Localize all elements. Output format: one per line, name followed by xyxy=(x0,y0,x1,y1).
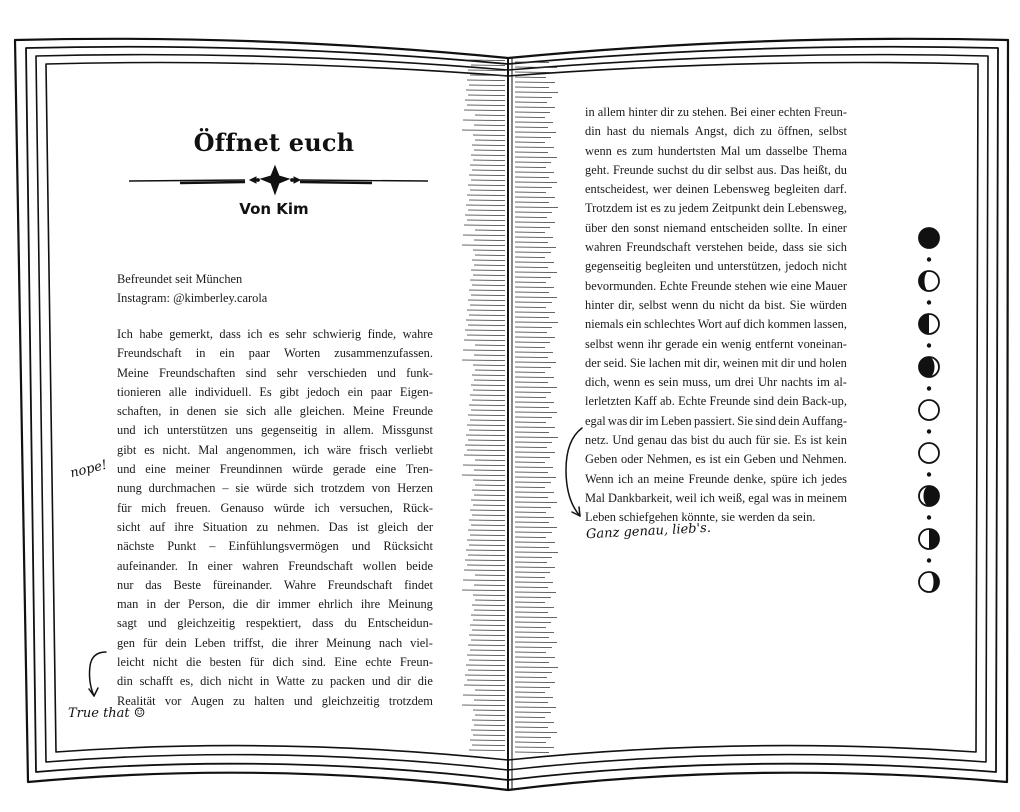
ganz-genau-arrow xyxy=(566,428,582,516)
instagram-handle: Instagram: @kimberley.carola xyxy=(117,291,268,305)
text-line: man in der Person, die dir immer ehrlich ihre Meinung xyxy=(117,597,433,612)
text-line: niemals ein schlechtes Wort auf dich kommen lassen, xyxy=(585,317,847,332)
text-line: tionieren alle individuell. Es gibt jedoch ein paar Eigen- xyxy=(117,384,433,399)
text-line: sicht auf ihre Situation zu nehmen. Das ist gleich der xyxy=(117,519,433,534)
text-line: nur das Beste füreinander. Wahre Freundschaft findet xyxy=(117,577,433,592)
author-line: Von Kim xyxy=(239,200,309,218)
text-line: gegenseitig begleiten und unterstützen, jedoch nicht xyxy=(585,259,847,274)
text-line: aufeinander. In einer wahren Freundschaft wollen beide xyxy=(117,558,433,573)
text-line: entscheidest, wer deinen Lebensweg begleiten darf. xyxy=(585,182,847,197)
moon-separator-dot xyxy=(927,429,931,433)
moon-waxing-crescent-icon xyxy=(919,271,939,291)
moon-separator-dot xyxy=(927,300,931,304)
text-line: din schafft es, dich nicht in Watte zu packen und dir die xyxy=(117,674,433,689)
moon-waning-crescent-icon xyxy=(919,572,939,592)
text-line: gibt es nicht. Mal angenommen, ich wäre frisch verliebt xyxy=(117,442,433,457)
moon-last-quarter-icon xyxy=(919,529,939,549)
moon-separator-dot xyxy=(927,515,931,519)
text-line: gen für dein Leben triffst, die ihrer Meinung nach viel- xyxy=(117,635,433,650)
text-line: egal was dir im Leben passiert. Sie sind dein Auffang- xyxy=(585,413,847,428)
text-line: hinter dir, selbst wenn du nicht da bist. Sie würden xyxy=(585,297,847,312)
text-line: Meine Freundschaften sind sehr verschieden und funk- xyxy=(117,365,433,380)
moon-first-quarter-icon xyxy=(919,314,939,334)
text-line: nächste Punkt – Einfühlungsvermögen und Rücksicht xyxy=(117,539,433,554)
text-line: in allem hinter dir zu stehen. Bei einer echten Freun- xyxy=(585,105,847,119)
text-line: und ich unterstützen uns gegenseitig in allem. Missgunst xyxy=(117,423,433,438)
text-line: nung durchmachen – sie würde sich trotzdem von Herzen xyxy=(117,481,433,496)
text-line: und eine meiner Freundinnen würde gerade eine Tren- xyxy=(117,462,433,477)
moon-waning-gibbous-icon xyxy=(919,486,939,506)
moon-full-icon xyxy=(919,443,939,463)
text-line: über den sonst niemand entscheiden sollte. In einer xyxy=(585,220,847,235)
moon-separator-dot xyxy=(927,257,931,261)
text-line: din hast du niemals Angst, dich zu öffnen, selbst xyxy=(585,124,847,139)
title-ornament xyxy=(129,166,428,194)
text-line: netz. Und genau das bist du auch für sie. Es ist kein xyxy=(585,433,847,448)
moon-separator-dot xyxy=(927,343,931,347)
text-line: Wenn ich an meine Freunde denke, spüre ich jedes xyxy=(585,471,847,486)
moon-full-icon xyxy=(919,400,939,420)
annotation-nope: nope! xyxy=(68,457,109,482)
author-meta xyxy=(117,270,267,308)
text-line: Mal Dankbarkeit, weil ich weiß, egal was in meinem xyxy=(585,490,847,505)
moon-separator-dot xyxy=(927,558,931,562)
text-line: dich, wenn es sein muss, um drei Uhr nachts im al- xyxy=(585,375,847,390)
text-line: Geben oder Nehmen, es ist ein Geben und Nehmen. xyxy=(585,452,847,467)
moon-waxing-gibbous-icon xyxy=(919,357,939,377)
text-line: lerletzten Kaff ab. Echte Freunde sind dein Back-up, xyxy=(585,394,847,409)
page-title: Öffnet euch xyxy=(193,128,355,157)
moon-separator-dot xyxy=(927,472,931,476)
friends-since: Befreundet seit München xyxy=(117,272,243,286)
text-line: der seid. Sie lachen mit dir, weinen mit dir und holen xyxy=(585,355,847,370)
text-line: Leben schiefgehen könnte, sie werden da sein. xyxy=(585,510,816,525)
annotation-ganz-genau: Ganz genau, lieb's. xyxy=(585,520,712,543)
annotation-true-that: True that ☺ xyxy=(68,706,146,721)
text-line: geht. Freunde suchst du dir selbst aus. Das heißt, du xyxy=(585,162,847,177)
text-line: für mich freuen. Genauso würde ich versuchen, Rück- xyxy=(117,500,433,515)
text-line: selbst wenn ihr gerade ein wenig entfernt voneinan- xyxy=(585,336,847,351)
right-page-body xyxy=(585,103,847,528)
text-line: Trotzdem ist es zu jedem Zeitpunkt dein Lebensweg, xyxy=(585,201,847,216)
text-line: bevormunden. Echte Freunde stehen wie eine Mauer xyxy=(585,278,847,293)
text-line: Freundschaft in ein paar Worten zusammenzufassen. xyxy=(117,346,433,361)
text-line: wahren Freundschaft verstehen beide, dass sie sich xyxy=(585,240,847,255)
text-line: Ich habe gemerkt, dass ich es sehr schwierig finde, wahre xyxy=(117,327,433,341)
text-line: leicht nicht die besten für dich sind. Eine echte Freun- xyxy=(117,655,433,670)
text-line: sagt und gleichzeitig respektiert, dass du Entscheidun- xyxy=(117,616,433,631)
text-line: Realität vor Augen zu halten und gleichzeitig trotzdem xyxy=(117,693,433,708)
moon-separator-dot xyxy=(927,386,931,390)
text-line: wenn es zum hundertsten Mal um dasselbe Thema xyxy=(585,143,847,158)
left-page-body xyxy=(117,325,433,711)
moon-new-icon xyxy=(919,228,939,248)
text-line: schaften, in denen sie sich alle gleichen. Meine Freunde xyxy=(117,404,433,419)
